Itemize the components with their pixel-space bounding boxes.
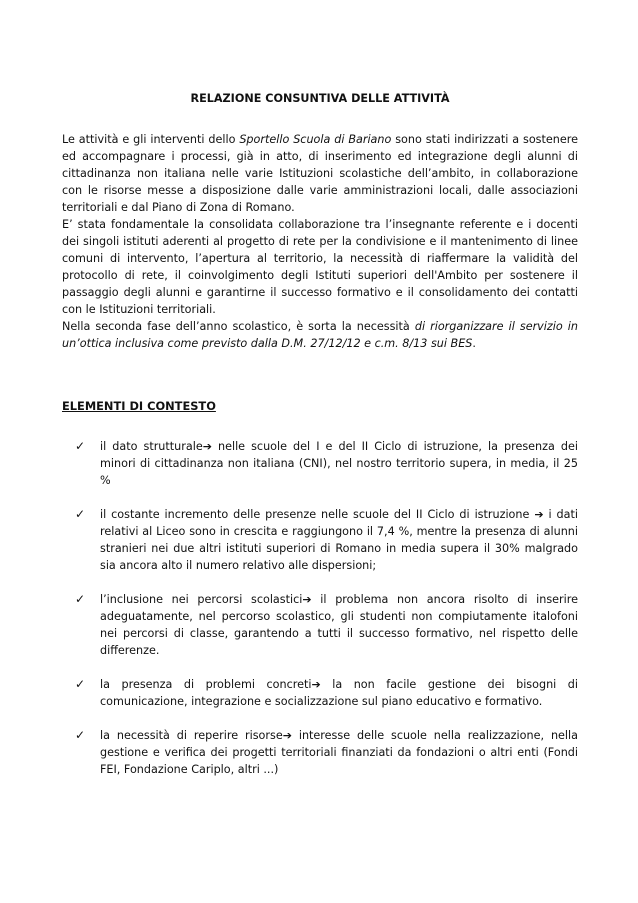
arrow-right-icon: ➔ xyxy=(311,678,321,691)
list-item xyxy=(62,591,578,659)
item-text: i dati relativi al Liceo sono in crescita e raggiungono il 7,4 %, mentre la presenza di alunni stranieri nei due altri istituti superiori di Romano in media supera il 30% malgrado sia ancora alto il numero relativo alle dispersioni; xyxy=(100,508,578,572)
item-lead: il dato strutturale xyxy=(100,440,203,453)
item-text: il problema non ancora risolto di inserire adeguatamente, nel percorso scolastico, gli studenti non compiutamente italofoni nei percorsi di classe, garantendo a tutti il successo formativo, nel rispetto delle differenze. xyxy=(100,593,578,657)
document-page xyxy=(62,92,578,795)
arrow-right-icon: ➔ xyxy=(534,508,544,521)
intro-paragraph-3 xyxy=(62,318,578,352)
check-icon: ✓ xyxy=(75,439,86,453)
item-lead: l’inclusione nei percorsi scolastici xyxy=(100,593,303,606)
item-text: la non facile gestione dei bisogni di comunicazione, integrazione e socializzazione sul piano educativo e formativo. xyxy=(100,678,578,708)
check-icon: ✓ xyxy=(75,677,86,691)
intro-p3-emphasis: di riorganizzare il servizio in un’ottica inclusiva come previsto dalla D.M. 27/12/12 e c.m. 8/13 sui BES xyxy=(62,320,578,350)
item-lead: il costante incremento delle presenze nelle scuole del II Ciclo di istruzione xyxy=(100,508,535,521)
intro-p1-start: Le attività e gli interventi dello xyxy=(62,133,240,146)
document-title: RELAZIONE CONSUNTIVA DELLE ATTIVITÀ xyxy=(190,92,450,105)
intro-p3-end: . xyxy=(472,337,476,350)
context-list xyxy=(62,438,578,778)
item-lead: la presenza di problemi concreti xyxy=(100,678,312,691)
check-icon: ✓ xyxy=(75,728,86,742)
intro-paragraph-1 xyxy=(62,131,578,216)
list-item xyxy=(62,506,578,574)
list-item xyxy=(62,676,578,710)
list-item xyxy=(62,727,578,778)
intro-p1-end: sono stati indirizzati a sostenere ed accompagnare i processi, già in atto, di inserimento ed integrazione degli alunni di cittadinanza non italiana nelle varie Istituzioni scolastiche dell’ambito, in collaborazione con le risorse messe a disposizione dalle varie amministrazioni locali, dalle associazioni territoriali e dal Piano di Zona di Romano. xyxy=(62,133,578,214)
intro-paragraph-2: E’ stata fondamentale la consolidata collaborazione tra l’insegnante referente e i docenti dei singoli istituti aderenti al progetto di rete per la condivisione e il mantenimento di linee comuni di intervento, l’apertura al territorio, la necessità di riaffermare la validità del protocollo di rete, il coinvolgimento degli Istituti superiori dell'Ambito per sostenere il passaggio degli alunni e garantirne il successo formativo e il consolidamento dei contatti con le Istituzioni territoriali. xyxy=(62,218,578,316)
check-icon: ✓ xyxy=(75,507,86,521)
arrow-right-icon: ➔ xyxy=(302,593,312,606)
item-text: nelle scuole del I e del II Ciclo di istruzione, la presenza dei minori di cittadinanza non italiana (CNI), nel nostro territorio supera, in media, il 25 % xyxy=(100,440,579,487)
item-text: interesse delle scuole nella realizzazione, nella gestione e verifica dei progetti territoriali finanziati da fondazioni o altri enti (Fondi FEI, Fondazione Cariplo, altri ...) xyxy=(100,729,578,776)
list-item xyxy=(62,438,578,489)
intro-p3-start: Nella seconda fase dell’anno scolastico, è sorta la necessità xyxy=(62,320,415,333)
intro-p1-emphasis: Sportello Scuola di Bariano xyxy=(239,133,392,146)
check-icon: ✓ xyxy=(75,592,86,606)
arrow-right-icon: ➔ xyxy=(282,729,292,742)
section-title: ELEMENTI DI CONTESTO xyxy=(62,399,216,413)
arrow-right-icon: ➔ xyxy=(202,440,212,453)
item-lead: la necessità di reperire risorse xyxy=(100,729,283,742)
